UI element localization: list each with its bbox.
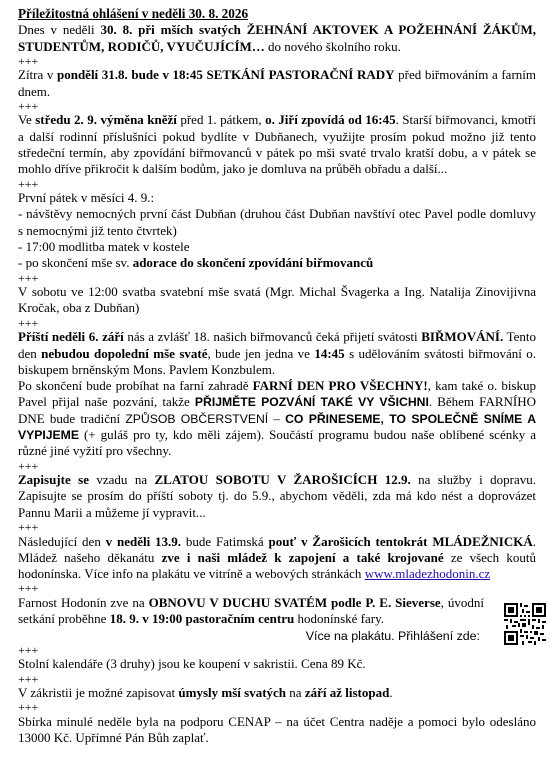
separator: +++ — [18, 671, 39, 686]
announcement-priest-exchange — [18, 112, 536, 177]
separator: +++ — [18, 700, 39, 715]
bold-text: FARNÍ DEN PRO VŠECHNY! — [252, 378, 428, 394]
bold-text: CO PŘINESEME, TO SPOLEČNĚ SNÍME A VYPIJEME — [18, 411, 537, 443]
first-friday-item-adoration — [18, 255, 536, 271]
bold-text: září až listopad — [304, 685, 390, 701]
text: Ve — [18, 112, 36, 128]
separator: +++ — [18, 520, 39, 535]
text: ZPŮSOB OBČERSTVENÍ — [125, 411, 269, 426]
text: . Mládež našeho děkanátu — [18, 533, 536, 565]
bold-text: nebudou dopolední mše svaté — [41, 345, 208, 361]
text: s udělováním svátosti biřmování o. biskupem brněnským Mons. Pavlem Konzbulem. — [18, 345, 536, 377]
separator: +++ — [18, 581, 39, 596]
bold-text: v neděli 13.9. — [105, 533, 182, 549]
separator: +++ — [18, 642, 39, 657]
text: Následující den — [18, 533, 106, 549]
announcement-collection: Sbírka minulé neděle byla na podporu CENAP – na účet Centra naděje a pomoci bylo odesláno 13000 Kč. Upřímné Pán Bůh zaplať. — [18, 713, 536, 746]
bold-text: pouť v Žarošicích tentokrát MLÁDEŽNICKÁ — [268, 533, 533, 549]
bold-text: Zapisujte se — [18, 472, 89, 488]
text: na — [286, 685, 305, 701]
text: Farnost Hodonín zve na — [18, 594, 149, 610]
text: (+ guláš pro ty, kdo měli zájem). Součástí programu budou naše oblíbené scénky a různé jiné vyžití pro všechny. — [18, 427, 536, 459]
text: do nového školního roku. — [264, 38, 401, 54]
text: . Během FARNÍHO DNE bude tradiční — [18, 394, 536, 426]
bold-text: Příští neděli 6. září — [18, 329, 124, 345]
page-title: Příležitostná ohlášení v neděli 30. 8. 2026 — [18, 6, 249, 21]
bold-text: ZLATOU SOBOTU V ŽAROŠICÍCH 12.9. — [154, 472, 411, 488]
first-friday-heading: První pátek v měsíci 4. 9.: — [18, 190, 155, 206]
text: Po skončení bude probíhat na farní zahradě — [18, 378, 253, 394]
bold-text: zve i naši mládež k zapojení a také krojované — [161, 549, 444, 565]
text: hodonínské fary. — [294, 611, 384, 627]
announcement-pastoral-council — [18, 67, 536, 100]
bold-text: úmysly mší svatých — [178, 685, 287, 701]
text: Zítra v — [18, 67, 57, 83]
text: . — [389, 685, 393, 701]
bold-text: 30. 8. při mších svatých ŽEHNÁNÍ AKTOVEK A POŽEHNÁNÍ ŽÁKŮM, STUDENTŮM, RODIČŮ, VYUČUJÍCÍM… — [18, 22, 536, 54]
text: , úvodní setkání proběhne — [18, 594, 484, 627]
announcement-wedding: V sobotu ve 12:00 svatba svatební mše svatá (Mgr. Michal Švagerka a Ing. Natalija Zinovijivna Kročak, oba z Dubňan) — [18, 284, 536, 316]
text: vzadu na — [88, 472, 155, 488]
youth-website-link[interactable]: www.mladezhodonin.cz — [364, 566, 491, 582]
text: na služby i dopravu. Zapisujte se prosím do příští soboty tj. do 5.9., abychom věděli, zda má kdo nést a doprovázet Pannu Marii a můžeme jí vypravit... — [18, 472, 537, 520]
text: - po skončení mše sv. — [18, 255, 133, 271]
qr-code-icon[interactable] — [504, 603, 546, 645]
renewal-signup-note: Více na plakátu. Přihlášení zde: — [305, 628, 480, 643]
bold-text: 14:45 — [314, 345, 345, 361]
announcement-golden-saturday — [18, 472, 536, 521]
separator: +++ — [18, 270, 39, 285]
announcement-parish-day — [18, 378, 536, 459]
text: bude Fatimská — [181, 533, 269, 549]
bold-text: středu 2. 9. výměna kněží — [35, 112, 177, 128]
text: Dnes v neděli — [18, 22, 101, 38]
separator: +++ — [18, 315, 39, 330]
announcement-renewal — [18, 595, 536, 628]
bold-text: o. Jiří zpovídá od 16:45 — [265, 112, 396, 128]
text: Tento den — [18, 329, 536, 361]
separator: +++ — [18, 458, 39, 473]
text: – — [268, 410, 286, 426]
text: V zákristii je možné zapisovat — [18, 685, 179, 701]
text: nás a zvlášť 18. našich biřmovanců čeká přijetí svátosti — [123, 329, 422, 345]
text: ze všech koutů hodonínska. Více info na plakátu ve vitríně a webových stránkách — [18, 549, 536, 582]
bold-text: PŘIJMĚTE POZVÁNÍ TAKÉ VY VŠICHNI — [194, 395, 429, 410]
separator: +++ — [18, 176, 39, 191]
first-friday-item-prayer: - 17:00 modlitba matek v kostele — [18, 239, 190, 255]
bold-text: 18. 9. v 19:00 pastoračním centru — [109, 611, 295, 627]
announcement-calendars: Stolní kalendáře (3 druhy) jsou ke koupení v sakristii. Cena 89 Kč. — [18, 656, 366, 672]
announcement-mass-intentions — [18, 685, 536, 701]
first-friday-item-visits: - návštěvy nemocných první část Dubňan (druhou část Dubňan navštíví otec Pavel podle domluvy s nemocnými již tento čtvrtek) — [18, 206, 536, 238]
separator: +++ — [18, 53, 39, 68]
announcement-renewal-block — [18, 595, 536, 644]
announcements-page — [18, 6, 536, 746]
bold-text: BIŘMOVÁNÍ. — [421, 329, 504, 345]
announcement-youth-pilgrimage — [18, 534, 536, 583]
text: před biřmováním a farním dnem. — [18, 67, 536, 99]
announcement-confirmation — [18, 329, 536, 378]
text: před 1. pátkem, — [176, 112, 266, 128]
text: . Starší biřmovanci, kmotři a další rodinní příslušníci pokud bydlíte v Dubňanech, využijte prosím pokud možno již tento středeční termín, aby zpovídání biřmovanců v pátek po mši svaté trvalo kratší dobu, a v pátek se mohlo dříve přikročit k dalším bodům, jako je domluva na průběh obřadu a další... — [18, 112, 536, 177]
text: , kam také o. biskup Pavel přijal naše pozvání, takže — [18, 378, 536, 410]
text: , bude jen jedna ve — [207, 345, 315, 361]
bold-text: OBNOVU V DUCHU SVATÉM podle P. E. Sieverse — [148, 594, 441, 610]
bold-text: adorace do skončení zpovídání biřmovanců — [132, 255, 374, 271]
bold-text: pondělí 31.8. bude v 18:45 SETKÁNÍ PASTORAČNÍ RADY — [56, 67, 395, 83]
announcement-blessing — [18, 22, 536, 55]
separator: +++ — [18, 98, 39, 113]
